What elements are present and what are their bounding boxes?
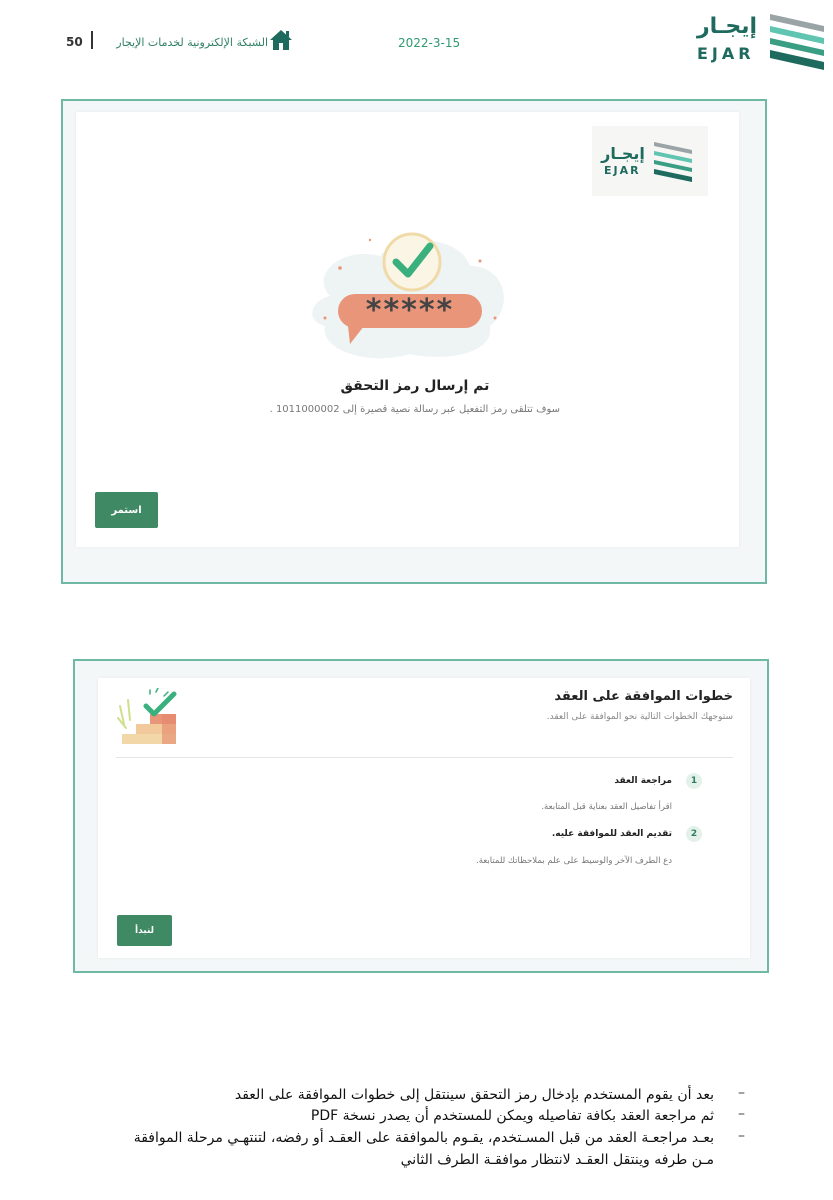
step-2-number-badge: 2 [686,826,702,842]
page-number: 50 [66,35,83,49]
step-1-number-badge: 1 [686,773,702,789]
bullet-3-dash: – [738,1128,745,1144]
logo-english-text: EJAR [697,44,755,63]
masked-code: ***** [365,293,455,328]
document-date: 2022-3-15 [398,36,461,50]
card-ejar-logo-icon [652,140,696,184]
site-title: الشبكة الإلكترونية لخدمات الإيجار [116,36,268,49]
card-logo-english: EJAR [604,164,641,177]
bullet-1-text: بعد أن يقوم المستخدم بإدخال رمز التحقق سينتقل إلى خطوات الموافقة على العقد [234,1087,714,1103]
bullet-2-text: ثم مراجعة العقد بكافة تفاصيله ويمكن للمستخدم أن يصدر نسخة PDF [310,1108,714,1124]
step-1-title: مراجعة العقد [614,776,672,786]
bullet-1-dash: – [738,1085,745,1101]
bullet-2-dash: – [738,1106,745,1122]
step-2-description: دع الطرف الآخر والوسيط على علم بملاحظاتك للمتابعة. [476,856,672,866]
start-button[interactable]: لنبدأ [117,915,172,946]
steps-subtitle: ستوجهك الخطوات التالية نحو الموافقة على العقد. [546,712,733,722]
home-icon[interactable] [268,28,294,52]
step-2-title: تقديم العقد للموافقة عليه. [551,829,672,839]
steps-divider [116,757,733,758]
header-divider [91,31,93,49]
stairs-illustration [116,688,184,748]
continue-button[interactable]: استمر [95,492,158,528]
step-1-description: اقرأ تفاصيل العقد بعناية قبل المتابعة. [541,802,672,812]
verification-illustration [300,226,520,366]
ejar-logo-mark-icon [768,12,828,72]
bullet-3-text-line-1: بعـد مراجعـة العقد من قبل المسـتخدم، يقـوم بالموافقة على العقـد أو رفضه، لتنتهـي مرحلة الموافقة [133,1130,714,1146]
bullet-3-text-line-2: مـن طرفه وينتقل العقـد لانتظار موافقـة الطرف الثاني [400,1152,714,1168]
steps-title: خطوات الموافقة على العقد [554,689,733,704]
logo-arabic-text: إيجـار [696,14,758,39]
card-logo-arabic: إيجـار [601,144,645,163]
verification-title: تم إرسال رمز التحقق [340,378,490,394]
verification-subtitle: سوف تتلقى رمز التفعيل عبر رسالة نصية قصيرة إلى 1011000002 . [269,404,560,415]
